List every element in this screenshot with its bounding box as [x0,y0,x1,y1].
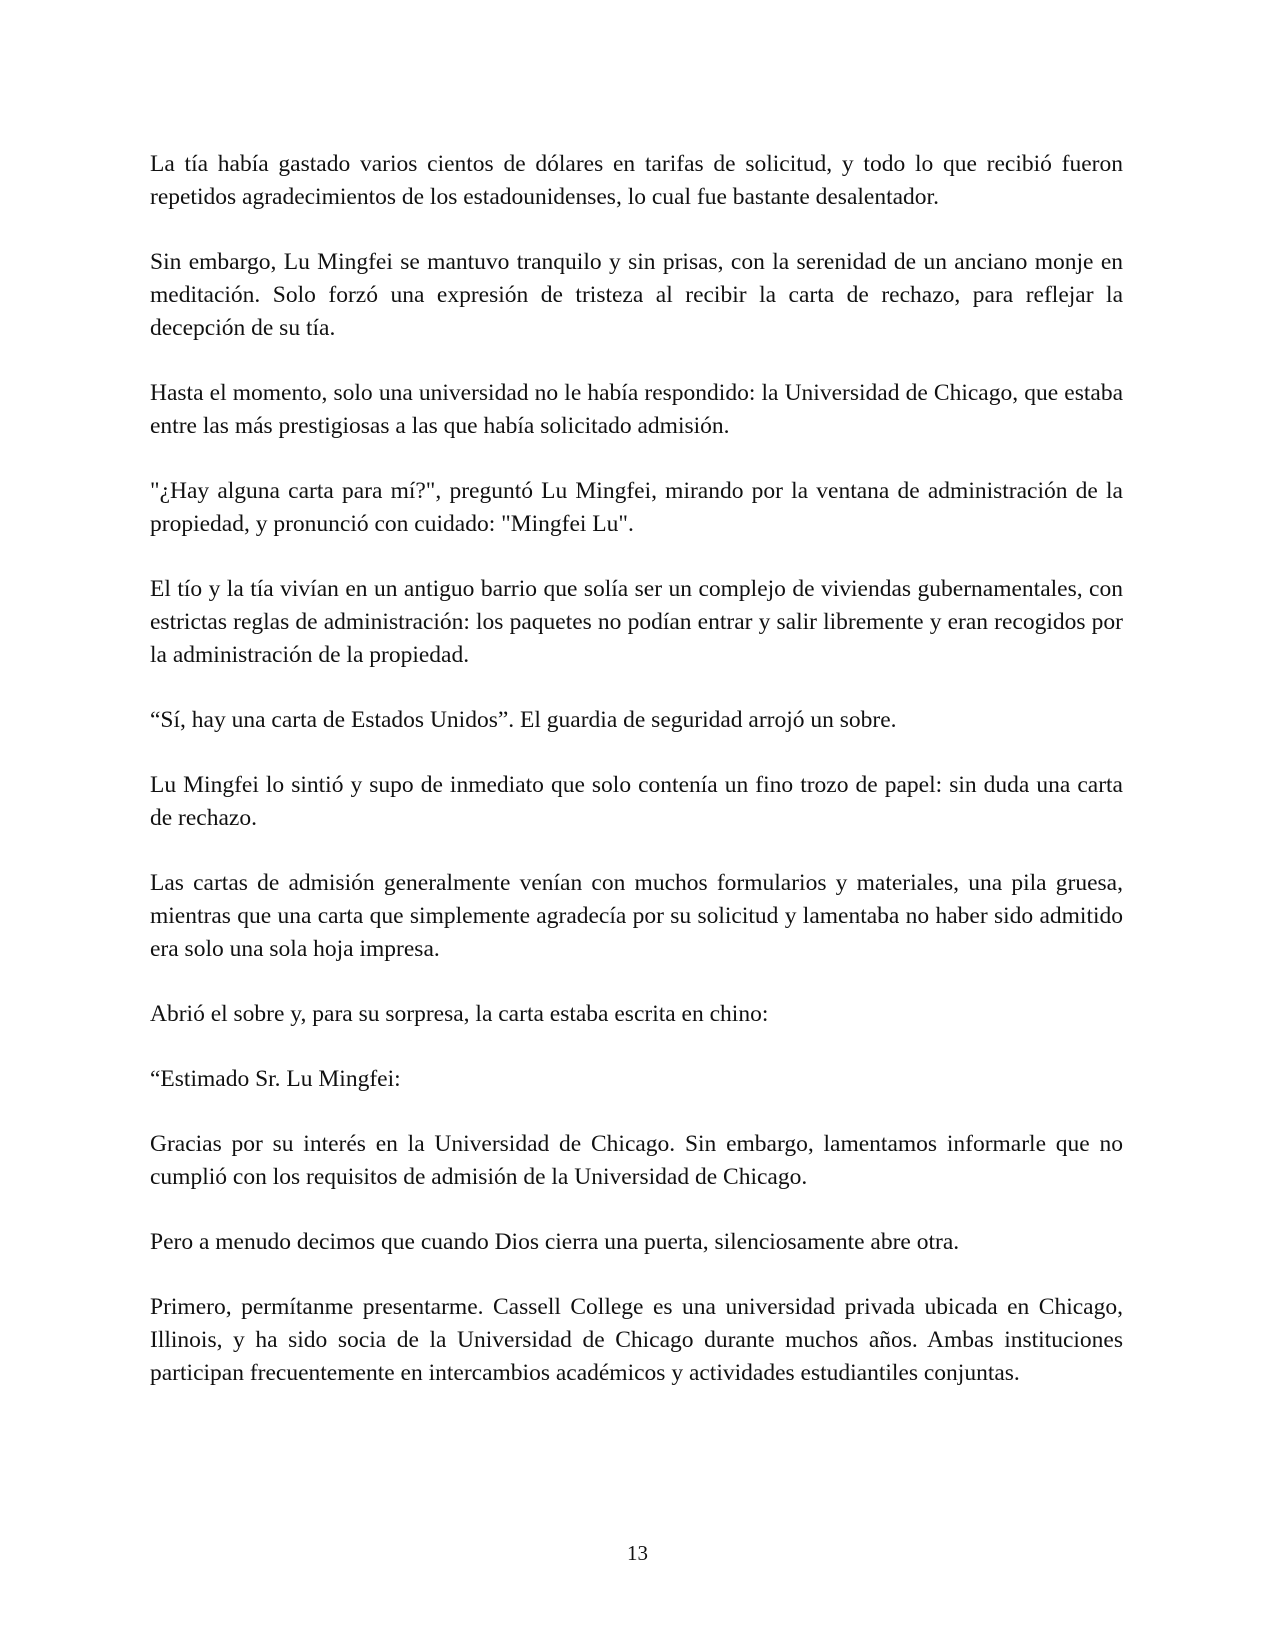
paragraph: Pero a menudo decimos que cuando Dios cierra una puerta, silenciosamente abre otra. [150,1229,960,1255]
paragraph: Abrió el sobre y, para su sorpresa, la carta estaba escrita en chino: [150,1001,769,1027]
paragraph: Sin embargo, Lu Mingfei se mantuvo tranquilo y sin prisas, con la serenidad de un anciano monje en meditación. Solo forzó una expresión de tristeza al recibir la carta de rechazo, para reflejar la decepción de su tía. [150,249,1123,341]
body-text [150,148,1123,1422]
paragraph: “Sí, hay una carta de Estados Unidos”. El guardia de seguridad arrojó un sobre. [150,707,897,733]
paragraph: Gracias por su interés en la Universidad de Chicago. Sin embargo, lamentamos informarle que no cumplió con los requisitos de admisión de la Universidad de Chicago. [150,1131,1123,1190]
paragraph: Las cartas de admisión generalmente venían con muchos formularios y materiales, una pila gruesa, mientras que una carta que simplemente agradecía por su solicitud y lamentaba no haber sido admitido era solo una sola hoja impresa. [150,870,1123,962]
paragraph: Primero, permítanme presentarme. Cassell College es una universidad privada ubicada en Chicago, Illinois, y ha sido socia de la Universidad de Chicago durante muchos años. Ambas instituciones participan frecuentemente en intercambios académicos y actividades estudiantiles conjuntas. [150,1294,1123,1386]
paragraph: La tía había gastado varios cientos de dólares en tarifas de solicitud, y todo lo que recibió fueron repetidos agradecimientos de los estadounidenses, lo cual fue bastante desalentador. [150,151,1123,210]
page-number: 13 [627,1541,648,1565]
paragraph: El tío y la tía vivían en un antiguo barrio que solía ser un complejo de viviendas gubernamentales, con estrictas reglas de administración: los paquetes no podían entrar y salir libremente y eran recogidos por la administración de la propiedad. [150,576,1123,668]
paragraph: “Estimado Sr. Lu Mingfei: [150,1066,401,1092]
paragraph: "¿Hay alguna carta para mí?", preguntó Lu Mingfei, mirando por la ventana de administración de la propiedad, y pronunció con cuidado: "Mingfei Lu". [150,478,1123,537]
paragraph: Hasta el momento, solo una universidad no le había respondido: la Universidad de Chicago, que estaba entre las más prestigiosas a las que había solicitado admisión. [150,380,1123,439]
paragraph: Lu Mingfei lo sintió y supo de inmediato que solo contenía un fino trozo de papel: sin duda una carta de rechazo. [150,772,1123,831]
